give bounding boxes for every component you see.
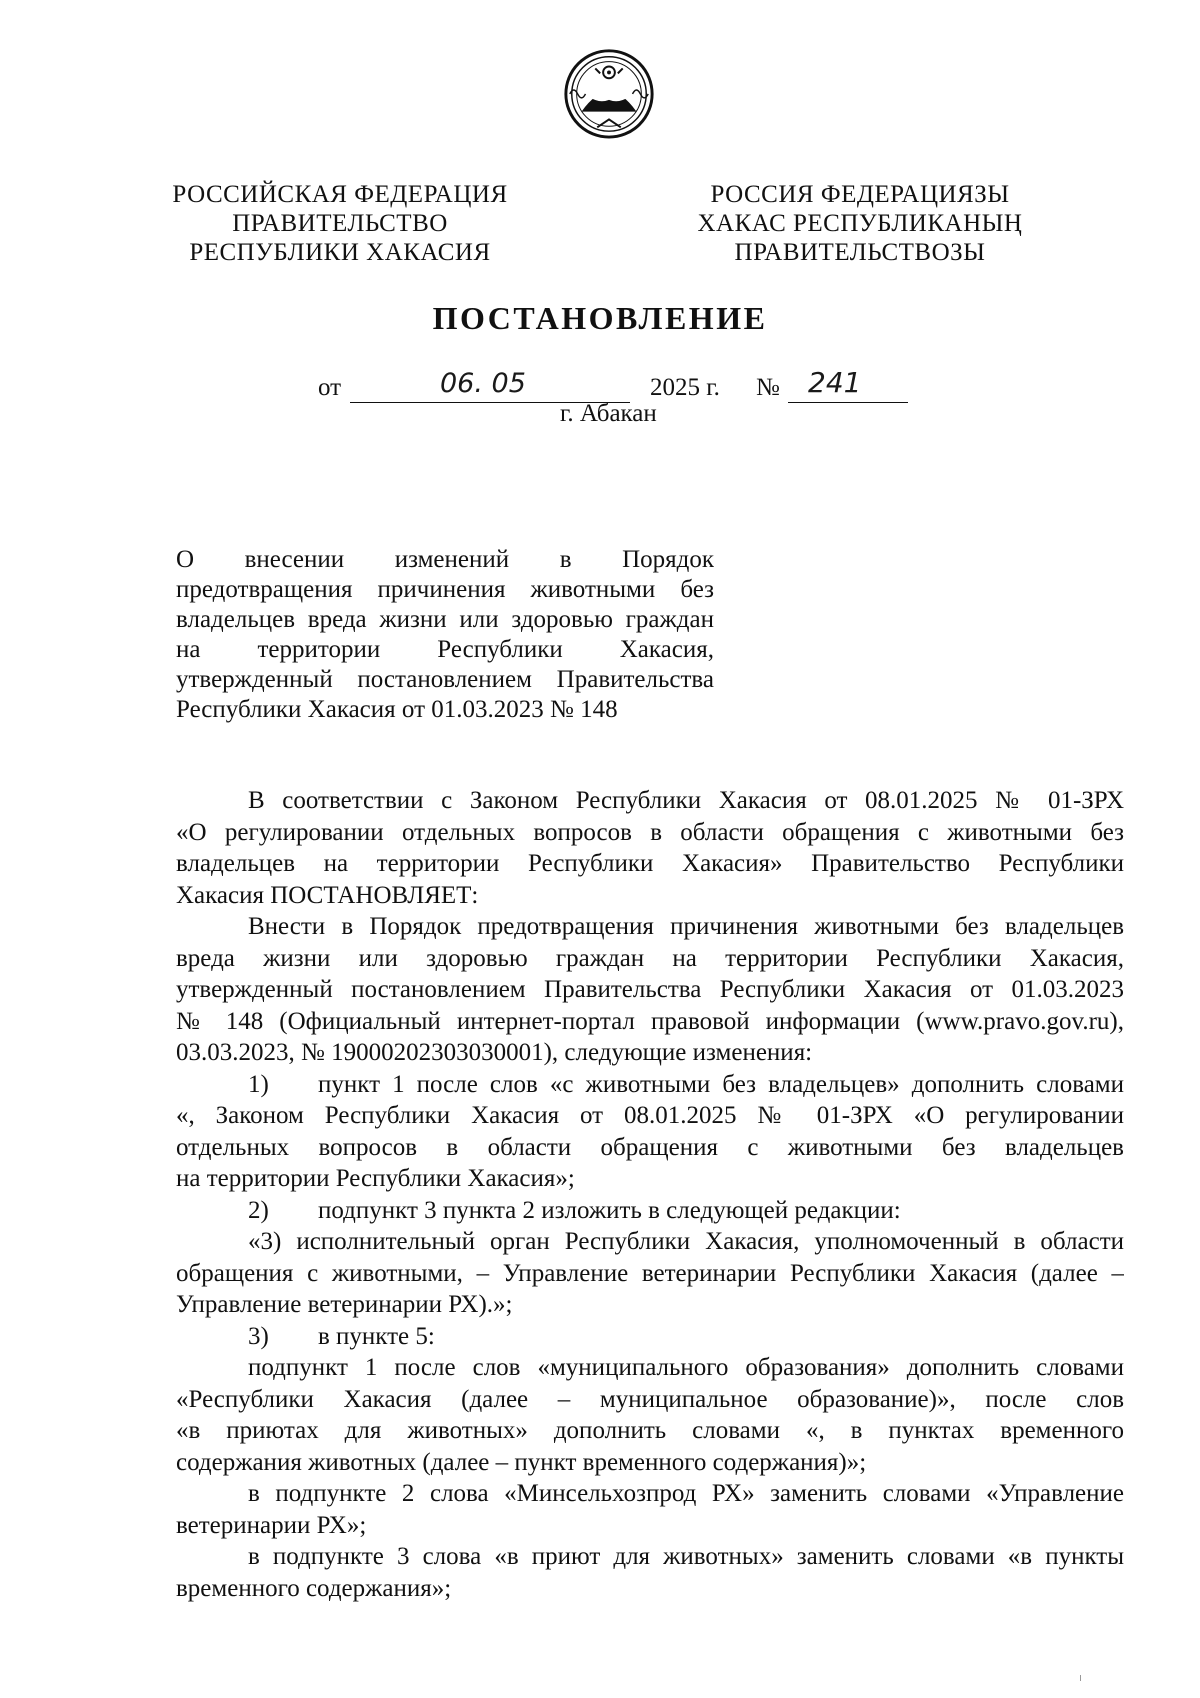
- list-text: пункт 1 после слов «с животными без владельцев» дополнить словами: [318, 1070, 1124, 1098]
- body-line: в подпункте 3 слова «в приют для животных» заменить словами «в пункты: [248, 1543, 1124, 1570]
- body-line: подпункт 1 после слов «муниципального образования» дополнить словами: [248, 1354, 1124, 1381]
- list-text: подпункт 3 пункта 2 изложить в следующей редакции:: [318, 1196, 901, 1224]
- body-line: В соответствии с Законом Республики Хакасия от 08.01.2025 № 01-ЗРХ: [248, 787, 1124, 814]
- header-right: [690, 180, 1030, 267]
- body-line: Управление ветеринарии РХ).»;: [176, 1291, 513, 1318]
- header-left-line: РОССИЙСКАЯ ФЕДЕРАЦИЯ: [172, 181, 508, 208]
- number-handwritten: 241: [808, 366, 862, 399]
- body-line: временного содержания»;: [176, 1574, 452, 1602]
- body-line: утвержденный постановлением Правительства Республики Хакасия от 01.03.2023: [176, 976, 1124, 1003]
- body-line: ветеринарии РХ»;: [176, 1511, 367, 1539]
- body-line: «в приютах для животных» дополнить словами «, в пунктах временного: [176, 1417, 1124, 1444]
- list-number: 3): [248, 1322, 269, 1350]
- number-label: №: [756, 374, 780, 401]
- document-title: ПОСТАНОВЛЕНИЕ: [432, 300, 768, 336]
- body-line: [176, 1069, 1124, 1101]
- number-underline: [788, 402, 908, 403]
- subject-line: владельцев вреда жизни или здоровью граждан: [176, 606, 714, 633]
- body-line: обращения с животными, – Управление ветеринарии Республики Хакасия (далее –: [176, 1259, 1124, 1287]
- date-handwritten: 06. 05: [440, 368, 526, 399]
- body-line: отдельных вопросов в области обращения с животными без владельцев: [176, 1133, 1124, 1161]
- body-line: «, Законом Республики Хакасия от 08.01.2025 № 01-ЗРХ «О регулировании: [176, 1102, 1124, 1129]
- body-line: [176, 1321, 1124, 1353]
- document-body: [176, 785, 1124, 1604]
- header-left: [170, 180, 510, 267]
- emblem-icon: [560, 42, 658, 142]
- body-line: владельцев на территории Республики Хакасия» Правительство Республики: [176, 850, 1124, 877]
- body-line: «Республики Хакасия (далее – муниципальное образование)», после слов: [176, 1385, 1124, 1413]
- body-line: Хакасия ПОСТАНОВЛЯЕТ:: [176, 881, 479, 909]
- document-subject: [176, 545, 714, 725]
- body-line: в подпункте 2 слова «Минсельхозпрод РХ» заменить словами «Управление: [248, 1480, 1124, 1507]
- header-left-line: ПРАВИТЕЛЬСТВО: [232, 210, 448, 237]
- header-left-line: РЕСПУБЛИКИ ХАКАСИЯ: [189, 239, 491, 266]
- body-line: «3) исполнительный орган Республики Хакасия, уполномоченный в области: [248, 1228, 1124, 1255]
- subject-line: на территории Республики Хакасия,: [176, 636, 714, 663]
- list-number: 1): [248, 1070, 269, 1098]
- body-line: № 148 (Официальный интернет-портал правовой информации (www.pravo.gov.ru),: [176, 1007, 1124, 1035]
- body-line: вреда жизни или здоровью граждан на территории Республики Хакасия,: [176, 944, 1124, 972]
- body-line: «О регулировании отдельных вопросов в области обращения с животными без: [176, 818, 1124, 846]
- subject-line: О внесении изменений в Порядок: [176, 546, 714, 573]
- header-right-line: ХАКАС РЕСПУБЛИКАНЫҢ: [697, 210, 1023, 237]
- list-text: в пункте 5:: [318, 1322, 435, 1350]
- body-line: содержания животных (далее – пункт временного содержания)»;: [176, 1448, 867, 1476]
- subject-line: Республики Хакасия от 01.03.2023 № 148: [176, 696, 618, 723]
- list-number: 2): [248, 1196, 269, 1224]
- body-line: на территории Республики Хакасия»;: [176, 1165, 575, 1192]
- header-right-line: РОССИЯ ФЕДЕРАЦИЯЗЫ: [710, 181, 1010, 208]
- subject-line: предотвращения причинения животными без: [176, 576, 714, 603]
- header-right-line: ПРАВИТЕЛЬСТВОЗЫ: [734, 239, 986, 266]
- scan-mark: [1080, 1675, 1081, 1681]
- city: г. Абакан: [560, 400, 657, 427]
- body-line: Внести в Порядок предотвращения причинения животными без владельцев: [248, 913, 1124, 940]
- body-line: [176, 1195, 1124, 1227]
- body-line: 03.03.2023, № 19000202303030001), следующие изменения:: [176, 1039, 813, 1066]
- year-label: 2025 г.: [650, 374, 720, 401]
- from-label: от: [318, 374, 342, 401]
- subject-line: утвержденный постановлением Правительства: [176, 666, 714, 693]
